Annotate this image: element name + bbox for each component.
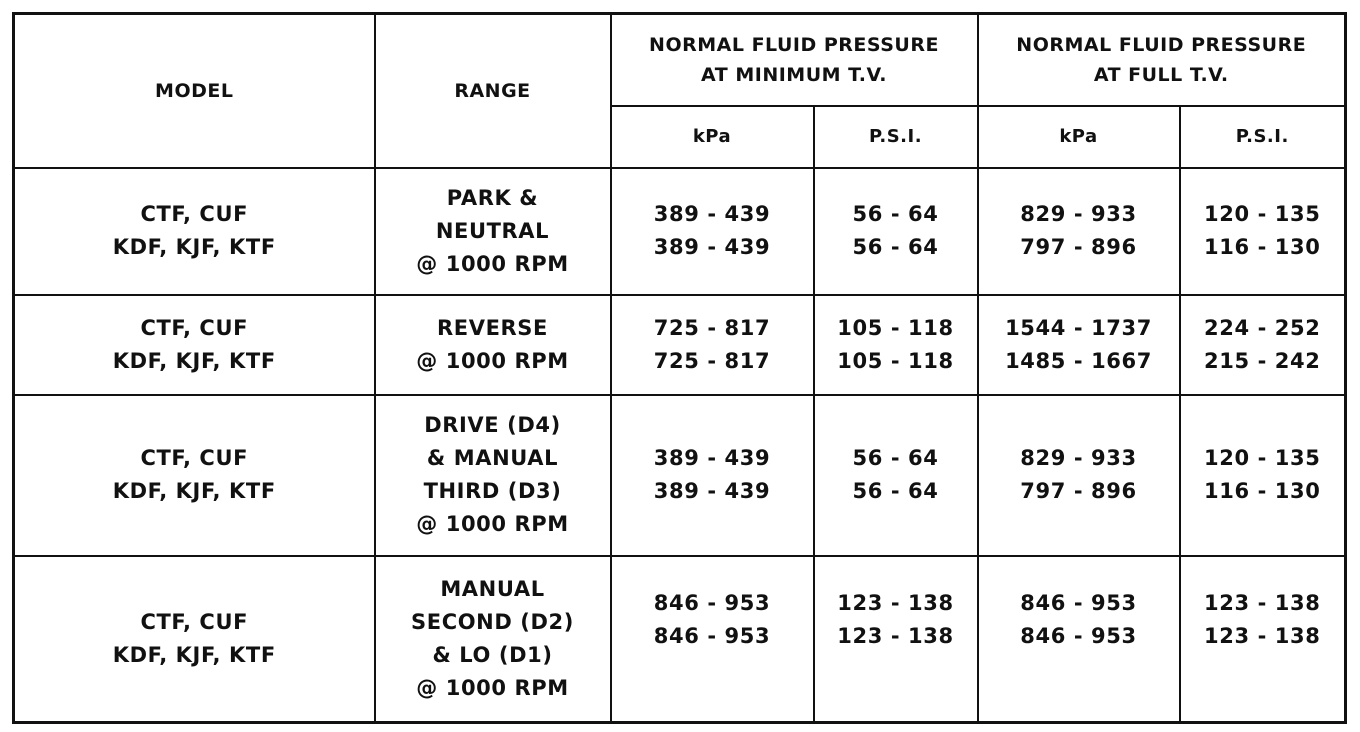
model-cell: CTF, CUF KDF, KJF, KTF <box>14 556 375 723</box>
table-row <box>14 295 1346 395</box>
range-cell: REVERSE @ 1000 RPM <box>375 295 611 395</box>
header-range: RANGE <box>375 14 611 168</box>
model-cell: CTF, CUF KDF, KJF, KTF <box>14 168 375 295</box>
full-psi-cell: 224 - 252 215 - 242 <box>1180 295 1346 395</box>
header-full-kpa: kPa <box>978 106 1180 168</box>
table-row <box>14 556 1346 723</box>
full-kpa-cell: 829 - 933 797 - 896 <box>978 168 1180 295</box>
model-cell: CTF, CUF KDF, KJF, KTF <box>14 295 375 395</box>
model-cell: CTF, CUF KDF, KJF, KTF <box>14 395 375 556</box>
header-min-psi: P.S.I. <box>814 106 978 168</box>
full-kpa-cell: 829 - 933 797 - 896 <box>978 395 1180 556</box>
full-psi-cell: 120 - 135 116 - 130 <box>1180 168 1346 295</box>
min-psi-cell: 56 - 64 56 - 64 <box>814 168 978 295</box>
table-row <box>14 168 1346 295</box>
full-kpa-cell: 1544 - 1737 1485 - 1667 <box>978 295 1180 395</box>
min-psi-cell: 105 - 118 105 - 118 <box>814 295 978 395</box>
min-kpa-cell: 389 - 439 389 - 439 <box>611 168 814 295</box>
pressure-spec-table <box>12 12 1347 724</box>
range-cell: DRIVE (D4) & MANUAL THIRD (D3) @ 1000 RPM <box>375 395 611 556</box>
full-kpa-cell: 846 - 953 846 - 953 <box>978 556 1180 723</box>
min-kpa-cell: 389 - 439 389 - 439 <box>611 395 814 556</box>
full-psi-cell: 120 - 135 116 - 130 <box>1180 395 1346 556</box>
header-full-tv: NORMAL FLUID PRESSURE AT FULL T.V. <box>978 14 1346 106</box>
header-min-kpa: kPa <box>611 106 814 168</box>
header-full-psi: P.S.I. <box>1180 106 1346 168</box>
min-kpa-cell: 725 - 817 725 - 817 <box>611 295 814 395</box>
range-cell: PARK & NEUTRAL @ 1000 RPM <box>375 168 611 295</box>
min-psi-cell: 56 - 64 56 - 64 <box>814 395 978 556</box>
table-row <box>14 395 1346 556</box>
min-psi-cell: 123 - 138 123 - 138 <box>814 556 978 723</box>
range-cell: MANUAL SECOND (D2) & LO (D1) @ 1000 RPM <box>375 556 611 723</box>
header-model: MODEL <box>14 14 375 168</box>
full-psi-cell: 123 - 138 123 - 138 <box>1180 556 1346 723</box>
min-kpa-cell: 846 - 953 846 - 953 <box>611 556 814 723</box>
header-min-tv: NORMAL FLUID PRESSURE AT MINIMUM T.V. <box>611 14 978 106</box>
